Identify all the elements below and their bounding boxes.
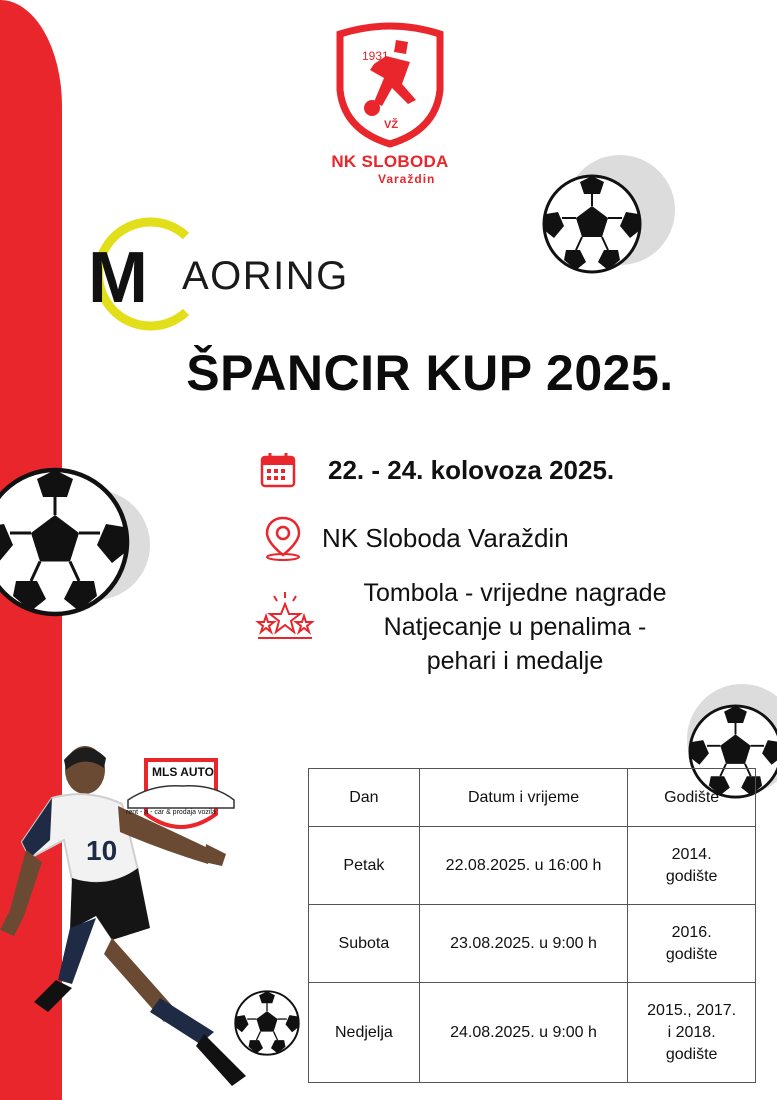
table-header-row [309,769,756,827]
sponsor-name: AORING [182,254,349,298]
club-name: NK SLOBODA [331,152,449,171]
shirt-number: 10 [86,835,118,866]
cell-datetime: 23.08.2025. u 9:00 h [419,905,628,983]
cell-years [628,827,756,905]
event-location: NK Sloboda Varaždin [322,522,569,553]
cell-years [628,905,756,983]
cell-years-line: 2015., 2017. [647,1001,737,1019]
club-city: Varaždin [378,172,436,186]
mls-auto-logo [122,756,240,842]
calendar-icon [258,450,298,490]
cell-years [628,983,756,1083]
soccer-ball-player [234,990,300,1056]
club-initials: VŽ [384,119,399,131]
schedule-table [308,768,756,1083]
prize-line: pehari i medalje [426,647,604,675]
cell-years-line: 2014. [671,845,712,863]
header-day: Dan [309,769,420,827]
sponsor-logo [86,214,396,334]
table-row [309,905,756,983]
event-date: 22. - 24. kolovoza 2025. [328,454,615,485]
cell-day: Nedjelja [309,983,420,1083]
location-row [258,518,569,558]
cell-years-line: i 2018. [667,1023,716,1041]
soccer-ball-left [0,455,160,635]
cell-years-line: godište [665,867,718,885]
mls-name: MLS AUTO [152,765,214,779]
table-row [309,827,756,905]
cell-day: Subota [309,905,420,983]
table-row [309,983,756,1083]
club-logo [326,20,454,188]
mls-tagline: rent - a - car & prodaja vozila [126,809,216,816]
location-pin-icon [258,515,308,561]
stars-icon [254,590,316,655]
prizes-text [320,576,710,678]
header-datetime: Datum i vrijeme [419,769,628,827]
cell-years-line: godište [665,1045,718,1063]
sponsor-letter: M [88,238,148,318]
soccer-ball-top-right [540,150,680,280]
cell-datetime: 22.08.2025. u 16:00 h [419,827,628,905]
event-title: ŠPANCIR KUP 2025. [186,345,674,401]
prize-line: Tombola - vrijedne nagrade [363,579,667,607]
cell-years-line: godište [665,945,718,963]
club-crest-icon [326,20,454,150]
cell-day: Petak [309,827,420,905]
header-years: Godište [628,769,756,827]
club-year: 1931 [362,49,389,63]
cell-datetime: 24.08.2025. u 9:00 h [419,983,628,1083]
prize-line: Natjecanje u penalima - [383,613,647,641]
date-row [258,450,614,490]
cell-years-line: 2016. [671,923,712,941]
